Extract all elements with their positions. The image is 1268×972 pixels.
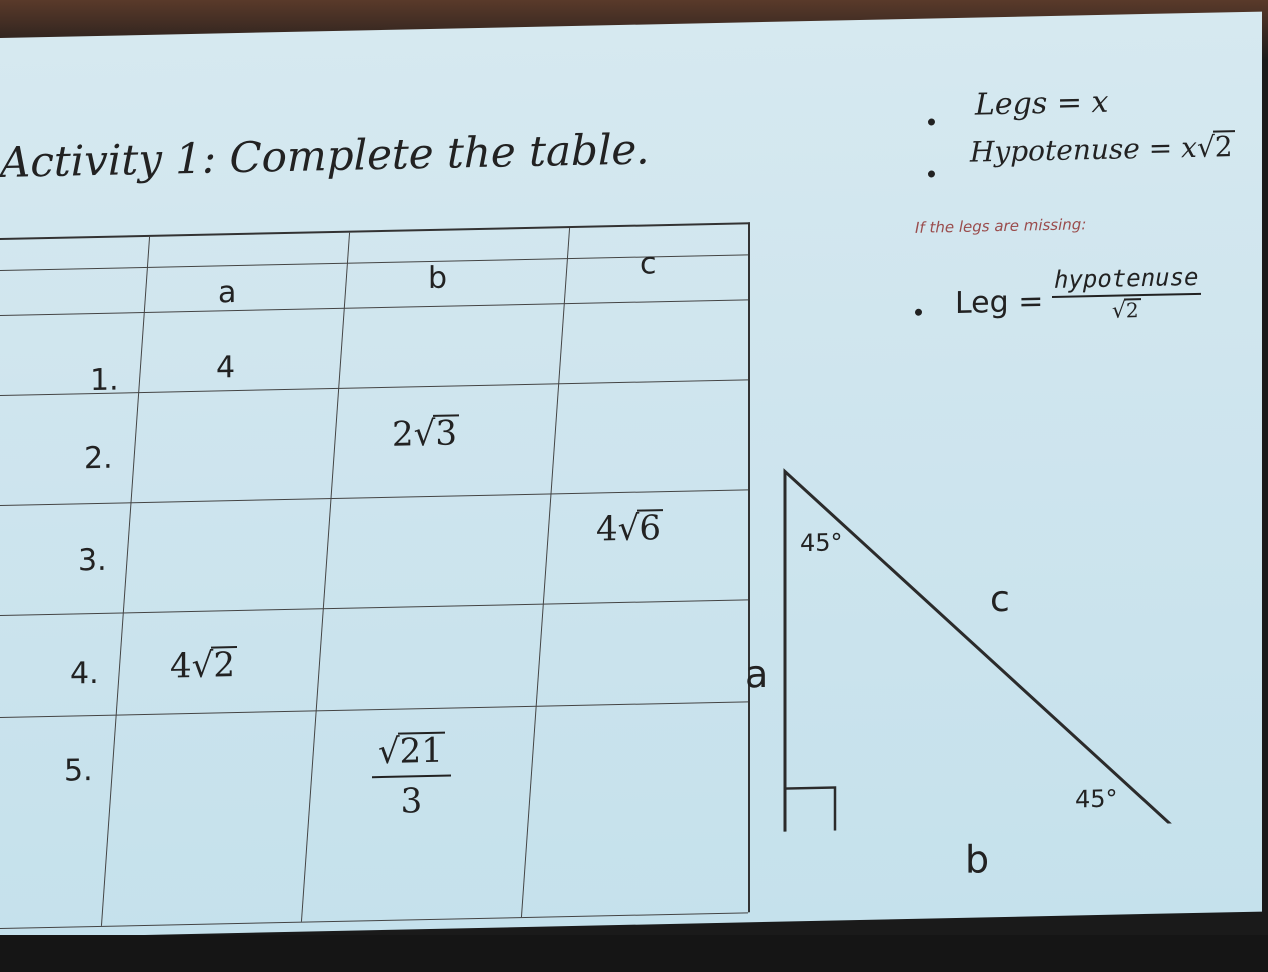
- leg-formula-fraction: [1052, 263, 1201, 325]
- right-angle-mark: [785, 788, 835, 832]
- table-line: [101, 237, 150, 926]
- legs-lhs: Legs: [975, 86, 1048, 123]
- row-3-c: 4√6: [596, 508, 661, 550]
- hypotenuse-rule: Hypotenuse = x√2: [970, 130, 1233, 169]
- hypotenuse-eq: =: [1148, 131, 1173, 165]
- row-4-a-coef: 4: [170, 645, 192, 687]
- row-1-label: 1.: [90, 362, 119, 399]
- row-5-b-numerator: √21: [372, 731, 451, 779]
- row-3-c-coef: 4: [596, 509, 618, 550]
- row-2-b: 2√3: [392, 413, 457, 455]
- leg-formula: [955, 284, 1043, 321]
- triangle-outline: [785, 463, 1175, 831]
- legs-rule: [975, 85, 1108, 123]
- bullet: [915, 309, 922, 316]
- row-5-b: [372, 731, 451, 823]
- side-c-label: c: [990, 578, 1010, 621]
- row-2-b-radicand: 3: [435, 413, 457, 454]
- missing-legs-note: If the legs are missing:: [915, 215, 1087, 237]
- hypotenuse-rhs-coef: x: [1181, 130, 1197, 165]
- table-line: [0, 701, 748, 718]
- triangle-diagram: [770, 443, 1190, 832]
- top-angle-label: 45°: [800, 528, 843, 558]
- row-5-label: 5.: [64, 753, 93, 789]
- table-line: [521, 228, 570, 917]
- row-4-label: 4.: [70, 655, 99, 692]
- bullet: [928, 118, 935, 125]
- row-4-a-radicand: 2: [213, 645, 235, 686]
- row-3-label: 3.: [78, 542, 107, 579]
- header-b: b: [428, 260, 448, 297]
- legs-eq: =: [1056, 85, 1082, 121]
- leg-formula-lhs: Leg: [955, 284, 1009, 321]
- side-a-label: a: [745, 651, 769, 697]
- hypotenuse-lhs: Hypotenuse: [970, 132, 1140, 169]
- row-2-b-coef: 2: [392, 414, 414, 455]
- hypotenuse-rhs-radicand: 2: [1214, 130, 1233, 164]
- projected-slide: [0, 12, 1262, 938]
- row-5-b-denominator: 3: [400, 781, 423, 822]
- legs-rhs: x: [1091, 84, 1109, 121]
- leg-formula-denominator: √2: [1111, 298, 1139, 324]
- header-a: a: [218, 275, 237, 311]
- leg-formula-eq: =: [1018, 284, 1044, 320]
- activity-title: Activity 1: Complete the table.: [0, 124, 650, 187]
- table-line: [301, 233, 350, 922]
- table-line: [0, 599, 748, 616]
- row-2-label: 2.: [84, 440, 113, 477]
- table-line: [0, 299, 748, 316]
- leg-formula-numerator: hypotenuse: [1052, 263, 1201, 298]
- row-5-b-radicand: 21: [399, 730, 443, 772]
- table-line: [0, 912, 748, 929]
- screen-bezel: [0, 935, 1268, 972]
- row-4-a: 4√2: [170, 645, 235, 687]
- side-b-label: b: [965, 837, 990, 882]
- table-line: [0, 489, 748, 506]
- header-c: c: [640, 246, 657, 282]
- answer-table: [0, 222, 750, 928]
- row-1-a: 4: [216, 350, 236, 386]
- bottom-angle-label: 45°: [1075, 784, 1118, 814]
- row-3-c-radicand: 6: [639, 508, 661, 549]
- leg-formula-radicand: 2: [1125, 298, 1139, 323]
- table-line: [0, 254, 748, 271]
- bullet: [928, 170, 935, 177]
